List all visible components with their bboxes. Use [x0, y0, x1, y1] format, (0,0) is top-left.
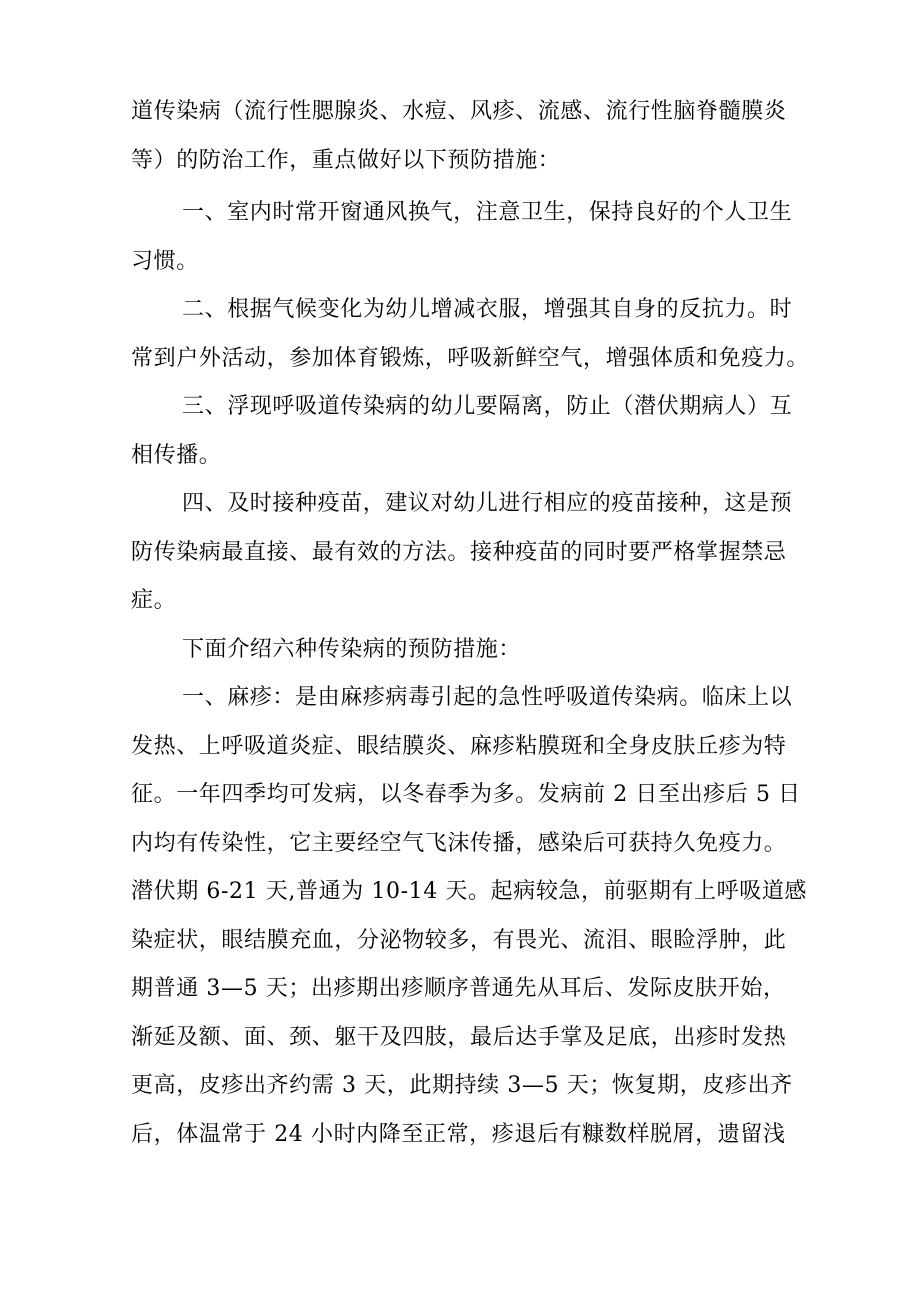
text-line: 相传播。	[131, 443, 222, 468]
text-line: 四、及时接种疫苗，建议对幼儿进行相应的疫苗接种，这是预	[182, 491, 793, 516]
text-line: 一、麻疹：是由麻疹病毒引起的急性呼吸道传染病。临床上以	[182, 685, 793, 710]
text-line: 常到户外活动，参加体育锻炼，呼吸新鲜空气，增强体质和免疫力。	[131, 346, 810, 371]
text-line: 内均有传染性，它主要经空气飞沫传播，感染后可获持久免疫力。	[131, 831, 787, 856]
text-line: 染症状，眼结膜充血，分泌物较多，有畏光、流泪、眼睑浮肿，此	[131, 928, 787, 953]
text-line: 潜伏期 6-21 天,普通为 10-14 天。起病较急，前驱期有上呼吸道感	[131, 879, 808, 904]
text-line: 发热、上呼吸道炎症、眼结膜炎、麻疹粘膜斑和全身皮肤丘疹为特	[131, 734, 787, 759]
text-line: 症。	[131, 588, 177, 613]
text-line: 道传染病（流行性腮腺炎、水痘、风疹、流感、流行性脑脊髓膜炎	[131, 99, 787, 124]
text-line: 等）的防治工作，重点做好以下预防措施：	[131, 148, 561, 173]
text-line: 下面介绍六种传染病的预防措施：	[182, 637, 522, 662]
text-line: 三、浮现呼吸道传染病的幼儿要隔离，防止（潜伏期病人）互	[182, 394, 793, 419]
text-line: 期普通 3—5 天；出疹期出疹顺序普通先从耳后、发际皮肤开始，	[131, 976, 786, 1001]
text-line: 习惯。	[131, 249, 199, 274]
text-line: 一、室内时常开窗通风换气，注意卫生，保持良好的个人卫生	[182, 200, 793, 225]
text-line: 征。一年四季均可发病，以冬春季为多。发病前 2 日至出疹后 5 日	[131, 782, 801, 807]
text-line: 二、根据气候变化为幼儿增减衣服，增强其自身的反抗力。时	[182, 297, 793, 322]
text-line: 更高，皮疹出齐约需 3 天，此期持续 3—5 天；恢复期，皮疹出齐	[131, 1073, 793, 1098]
text-line: 防传染病最直接、最有效的方法。接种疫苗的同时要严格掌握禁忌	[131, 540, 787, 565]
text-line: 渐延及额、面、颈、躯干及四肢，最后达手掌及足底，出疹时发热	[131, 1025, 787, 1050]
text-line: 后，体温常于 24 小时内降至正常，疹退后有糠数样脱屑，遗留浅	[131, 1122, 786, 1147]
